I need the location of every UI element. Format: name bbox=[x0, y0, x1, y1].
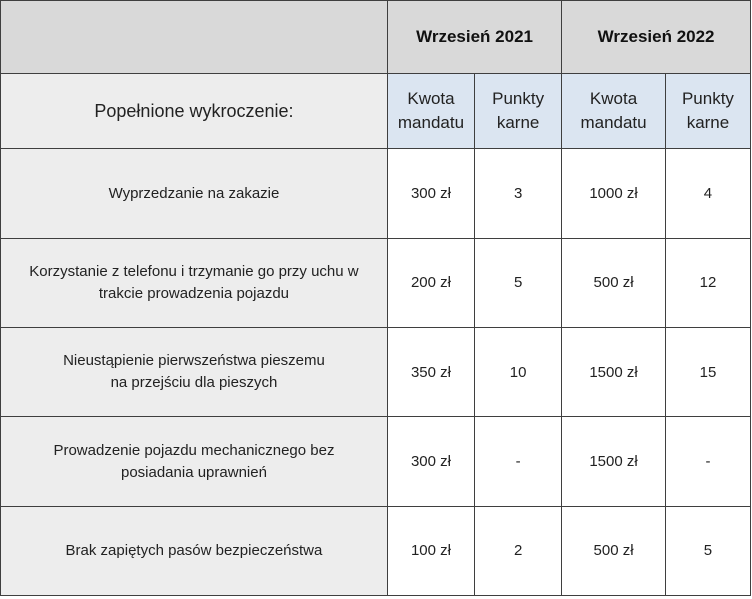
points-2022-header bbox=[665, 74, 750, 149]
offense-label-line2: posiadania uprawnień bbox=[120, 463, 267, 481]
year-header-row bbox=[1, 1, 751, 74]
points-2021-cell: 5 bbox=[475, 238, 562, 327]
fine-2022-cell: 1500 zł bbox=[562, 417, 666, 506]
column-header-row bbox=[1, 74, 751, 149]
fine-2022-cell: 500 zł bbox=[562, 506, 666, 595]
offense-label bbox=[1, 328, 388, 417]
points-2022-header-line1: Punkty bbox=[681, 89, 734, 109]
points-2021-header-line2: karne bbox=[496, 113, 540, 133]
fine-2022-header-line1: Kwota bbox=[589, 89, 638, 109]
offense-label-line1: Korzystanie z telefonu i trzymanie go przy uchu w bbox=[29, 262, 359, 280]
fine-2021-header-line1: Kwota bbox=[407, 89, 455, 109]
fine-2022-cell: 1500 zł bbox=[562, 328, 666, 417]
offense-label-line1: Wyprzedzanie na zakazie bbox=[108, 184, 280, 202]
points-2021-header bbox=[475, 74, 562, 149]
fine-2021-header-line2: mandatu bbox=[397, 113, 465, 133]
offense-column-header: Popełnione wykroczenie: bbox=[1, 74, 388, 149]
offense-label bbox=[1, 149, 388, 238]
offense-label-line1: Nieustąpienie pierwszeństwa pieszemu bbox=[63, 352, 325, 370]
table-row bbox=[1, 417, 751, 506]
fine-2021-cell: 100 zł bbox=[387, 506, 474, 595]
points-2022-header-line2: karne bbox=[686, 113, 730, 133]
table-row bbox=[1, 328, 751, 417]
offense-label bbox=[1, 506, 388, 595]
fine-2022-cell: 500 zł bbox=[562, 238, 666, 327]
table-row bbox=[1, 149, 751, 238]
fine-2021-header bbox=[387, 74, 474, 149]
points-2022-cell: 4 bbox=[665, 149, 750, 238]
points-2022-cell: - bbox=[665, 417, 750, 506]
offense-label-line1: Brak zapiętych pasów bezpieczeństwa bbox=[65, 541, 323, 559]
points-2021-header-line1: Punkty bbox=[492, 89, 545, 109]
offense-label bbox=[1, 417, 388, 506]
points-2021-cell: - bbox=[475, 417, 562, 506]
table-row bbox=[1, 506, 751, 595]
corner-cell bbox=[1, 1, 388, 74]
points-2022-cell: 12 bbox=[665, 238, 750, 327]
fine-2021-cell: 200 zł bbox=[387, 238, 474, 327]
fine-2021-cell: 350 zł bbox=[387, 328, 474, 417]
fine-2021-cell: 300 zł bbox=[387, 417, 474, 506]
points-2022-cell: 5 bbox=[665, 506, 750, 595]
year-2021-header: Wrzesień 2021 bbox=[387, 1, 561, 74]
points-2021-cell: 10 bbox=[475, 328, 562, 417]
table-row bbox=[1, 238, 751, 327]
fine-2022-header bbox=[562, 74, 666, 149]
fine-2021-cell: 300 zł bbox=[387, 149, 474, 238]
offense-label-line2: trakcie prowadzenia pojazdu bbox=[98, 284, 290, 302]
year-2022-header: Wrzesień 2022 bbox=[562, 1, 751, 74]
points-2021-cell: 3 bbox=[475, 149, 562, 238]
fine-2022-cell: 1000 zł bbox=[562, 149, 666, 238]
offense-label bbox=[1, 238, 388, 327]
fine-2022-header-line2: mandatu bbox=[580, 113, 647, 133]
points-2021-cell: 2 bbox=[475, 506, 562, 595]
offense-label-line1: Prowadzenie pojazdu mechanicznego bez bbox=[53, 441, 335, 459]
offense-label-line2: na przejściu dla pieszych bbox=[110, 374, 278, 392]
points-2022-cell: 15 bbox=[665, 328, 750, 417]
